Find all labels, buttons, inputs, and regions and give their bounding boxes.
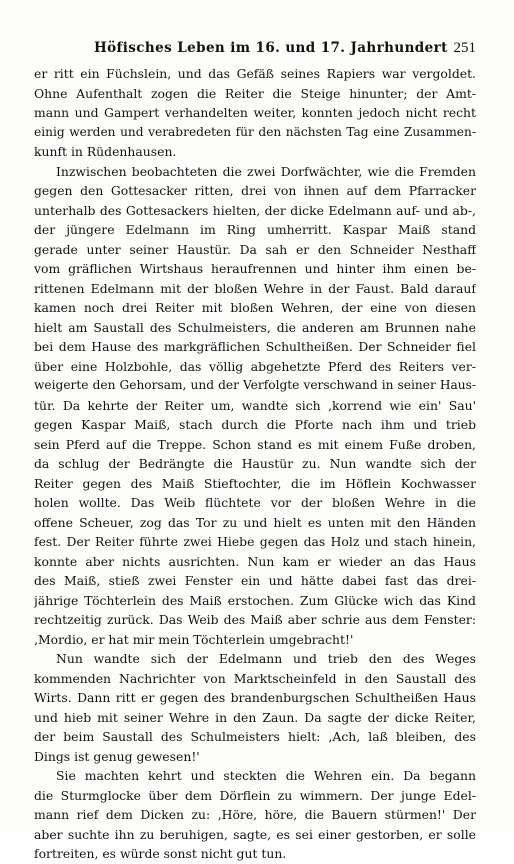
text-line: offene Scheuer, zog das Tor zu und hielt es unten mit den Händen [34,514,476,530]
text-line: kamen noch drei Reiter mit bloßen Wehren, der eine von diesen [34,300,476,315]
text-line: des Maiß, stieß zwei Fenster ein und hätte dabei fast das drei- [34,573,476,588]
text-line: gegen den Gottesacker ritten, drei von ihnen auf dem Pfarracker [34,183,476,198]
page-header [34,40,476,62]
text-line: gerade unter seiner Haustür. Da sah er den Schneider Nesthaff [34,241,476,257]
page-number: 251 [453,40,476,56]
text-line: der jüngere Edelmann im Ring umherritt. Kaspar Maiß stand [34,222,476,237]
text-line: Ohne Aufenthalt zogen die Reiter die Steige hinunter; der Amt- [34,85,476,101]
text-line: einig werden und verabredeten für den nächsten Tag eine Zusammen- [34,124,476,139]
text-line: der beim Saustall des Schulmeisters hielt: ‚Ach, laß bleiben, des [34,729,476,744]
text-line: Inzwischen beobachteten die zwei Dorfwächter, wie die Fremden [56,163,476,179]
text-line: ‚Mordio, er hat mir mein Töchterlein umgebracht!' [34,631,354,647]
text-line: über eine Holzbohle, das völlig abgehetzte Pferd des Reiters ver- [34,358,476,374]
text-line: kunft in Rüdenhausen. [34,144,177,159]
text-line: sein Pferd auf die Treppe. Schon stand es mit einem Fuße droben, [34,436,476,452]
text-line: vom gräflichen Wirtshaus heraufrennen und hinter ihm einen be- [34,261,476,276]
text-line: rittenen Edelmann mit der bloßen Wehre in der Faust. Bald darauf [34,280,476,296]
text-line: Dings ist genug gewesen!' [34,748,200,764]
text-line: aber suchte ihn zu beruhigen, sagte, es sei einer gestorben, er solle [34,826,476,842]
text-line: fest. Der Reiter führte zwei Hiebe gegen das Holz und stach hinein, [34,534,476,549]
text-line: bei dem Hause des markgräflichen Schultheißen. Der Schneider fiel [34,339,476,354]
text-line: mann und Gampert verhandelten weiter, konnten jedoch nicht recht [34,105,476,120]
text-line: die Sturmglocke über dem Dörflein zu wimmern. Der junge Edel- [34,787,476,803]
text-line: gegen Kaspar Maiß, stach durch die Pforte nach ihm und trieb [34,417,476,432]
text-line: holen wollte. Das Weib flüchtete vor der bloßen Wehre in die [34,495,476,510]
text-line: Reiter gegen des Maiß Stieftochter, die im Höflein Kochwasser [34,475,476,491]
text-line: mann rief dem Dicken zu: ‚Höre, höre, die Bauern stürmen!' Der [34,807,476,822]
text-line: Nun wandte sich der Edelmann und trieb den des Weges [56,651,476,666]
text-line: hielt am Saustall des Schulmeisters, die anderen am Brunnen nahe [34,319,476,335]
text-line: weigerte den Gehorsam, und der Verfolgte verschwand in seiner Haus- [34,378,476,392]
text-line: kommenden Nachrichter von Marktscheinfeld in den Saustall des [34,670,476,686]
text-line: jährige Töchterlein des Maiß erstochen. Zum Glücke wich das Kind [34,592,476,608]
text-line: unterhalb des Gottesackers hielten, der dicke Edelmann auf- und ab-, [34,202,476,218]
text-line: da schlug der Bedrängte die Haustür zu. Nun wandte sich der [34,456,476,471]
body-text [34,64,476,864]
text-line: Wirts. Dann ritt er gegen des brandenburgschen Schultheißen Haus [34,690,476,705]
text-line: Sie machten kehrt und steckten die Wehren ein. Da begann [56,768,476,783]
text-line: rechtzeitig zurück. Das Weib des Maiß aber schrie aus dem Fenster: [34,612,476,627]
text-line: fortreiten, es würde sonst nicht gut tun. [34,846,287,861]
text-line: konnte aber nichts ausrichten. Nun kam er wieder an das Haus [34,553,476,569]
text-line: tür. Da kehrte der Reiter um, wandte sich ‚korrend wie ein' Sau' [34,397,476,413]
text-line: er ritt ein Füchslein, und das Gefäß seines Rapiers war vergoldet. [34,66,476,81]
running-title: Höfisches Leben im 16. und 17. Jahrhundert [94,40,448,56]
text-line: und hieb mit seiner Wehre in den Zaun. Da sagte der dicke Reiter, [34,709,476,725]
